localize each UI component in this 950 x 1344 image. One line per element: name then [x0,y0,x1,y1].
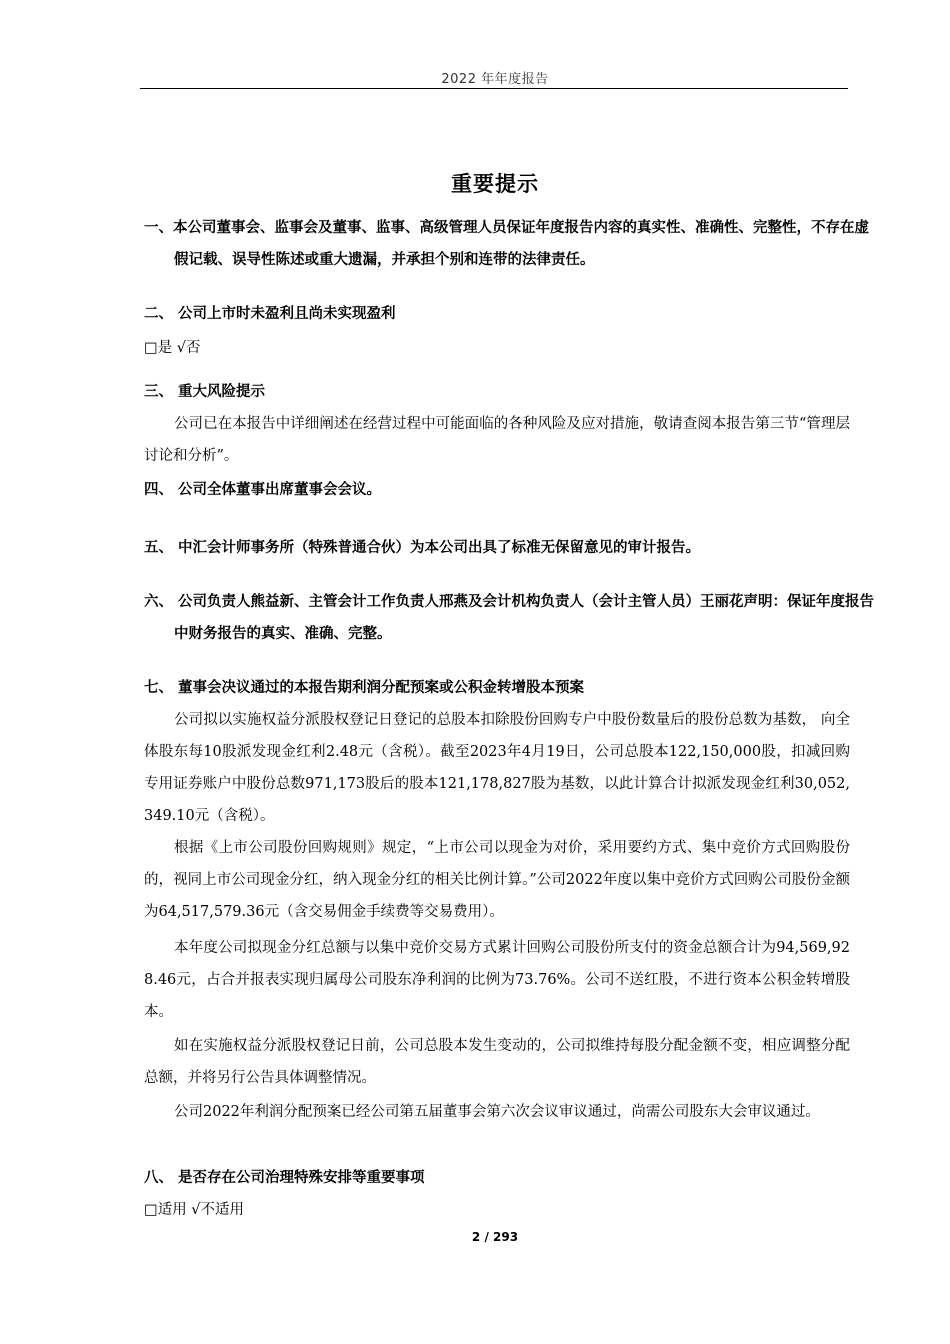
report-header-title: 2022 年年度报告 [441,72,549,87]
section-4-statement: 四、 公司全体董事出席董事会会议。 [144,482,382,498]
section-7-heading: 七、 董事会决议通过的本报告期利润分配预案或公积金转增股本预案 [144,680,585,696]
section-3-heading: 三、 重大风险提示 [144,384,266,400]
section-7-paragraph-5: 公司2022年利润分配预案已经公司第五届董事会第六次会议审议通过，尚需公司股东大会审议通过。 [174,1104,820,1120]
section-7-paragraph-2: 根据《上市公司股份回购规则》规定，“上市公司以现金为对价，采用要约方式、集中竞价方式回购股份的，视同上市公司现金分红，纳入现金分红的相关比例计算。”公司2022年度以集中竞价方式回购公司股份金额为64,517,579.36元（含交易佣金手续费等交易费用）。 [144,840,850,920]
section-5-statement: 五、 中汇会计师事务所（特殊普通合伙）为本公司出具了标准无保留意见的审计报告。 [144,540,701,556]
section-7-paragraph-1: 公司拟以实施权益分派股权登记日登记的总股本扣除股份回购专户中股份数量后的股份总数为基数， 向全体股东每10股派发现金红利2.48元（含税）。截至2023年4月19日，公司总股本122,150,000股，扣减回购专用证券账户中股份总数971,173股后的股本121,178,827股为基数，以此计算合计拟派发现金红利30,052,349.10元（含税）。 [144,712,850,824]
page-title: 重要提示 [451,172,539,196]
section-2-options: □是 √否 [144,340,201,356]
section-1-statement: 一、本公司董事会、监事会及董事、监事、高级管理人员保证年度报告内容的真实性、准确性、完整性，不存在虚假记载、误导性陈述或重大遗漏，并承担个别和连带的法律责任。 [144,220,869,268]
section-8-heading: 八、 是否存在公司治理特殊安排等重要事项 [144,1170,425,1186]
header-divider [140,88,848,89]
section-7-paragraph-4: 如在实施权益分派股权登记日前，公司总股本发生变动的，公司拟维持每股分配金额不变，相应调整分配总额，并将另行公告具体调整情况。 [144,1038,850,1086]
section-8-options: □适用 √不适用 [144,1202,245,1218]
page-number: 2 / 293 [471,1230,519,1244]
section-7-paragraph-3: 本年度公司拟现金分红总额与以集中竞价交易方式累计回购公司股份所支付的资金总额合计为94,569,928.46元，占合并报表实现归属母公司股东净利润的比例为73.76%。公司不送红股，不进行资本公积金转增股本。 [144,940,850,1020]
section-3-body: 公司已在本报告中详细阐述在经营过程中可能面临的各种风险及应对措施，敬请查阅本报告第三节“管理层讨论和分析”。 [144,416,850,464]
section-2-heading: 二、 公司上市时未盈利且尚未实现盈利 [144,306,396,322]
section-6-statement: 六、 公司负责人熊益新、主管会计工作负责人邢燕及会计机构负责人（会计主管人员）王丽花声明：保证年度报告中财务报告的真实、准确、完整。 [144,594,875,642]
